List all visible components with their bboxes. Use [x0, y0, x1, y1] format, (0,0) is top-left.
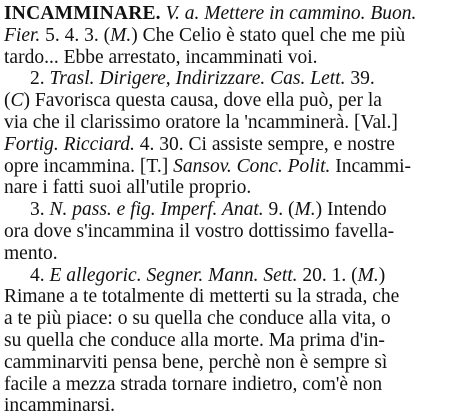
entry-line: [4, 111, 398, 134]
roman-text: 3.: [30, 199, 50, 221]
headword: INCAMMINARE.: [4, 3, 161, 24]
italic-text: N. pass. e fig. Imperf. Anat.: [49, 199, 264, 221]
roman-text: nare i fatti suoi all'utile proprio.: [4, 177, 252, 199]
entry-line: [4, 133, 395, 156]
entry-line: [4, 242, 58, 265]
entry-line: [30, 67, 375, 90]
roman-text: ) Intendo: [315, 199, 387, 221]
italic-text: Sansov. Conc. Polit.: [173, 155, 331, 177]
entry-line: [4, 329, 385, 352]
roman-text: a te più piace: o su quella che conduce alla vita, o: [4, 308, 391, 330]
roman-text: ) Che Celio è stato quel che me più: [131, 24, 406, 46]
italic-text: Fortig. Ricciard.: [4, 133, 135, 155]
entry-line: [4, 46, 318, 69]
entry-line: [4, 2, 416, 25]
roman-text: (: [4, 90, 11, 112]
entry-line: [4, 24, 405, 47]
roman-text: 4. 30. Ci assiste sempre, e nostre: [134, 133, 395, 155]
roman-text: 9. (: [263, 199, 295, 221]
entry-line: [30, 264, 385, 287]
roman-text: opre incammina. [T.]: [4, 155, 174, 177]
entry-line: [4, 307, 391, 330]
italic-text: E allegoric. Segner. Mann. Sett.: [49, 264, 298, 286]
roman-text: 4.: [30, 264, 50, 286]
entry-line: [4, 176, 251, 199]
entry-line: [4, 373, 382, 396]
roman-text: incamminarsi.: [4, 395, 116, 417]
entry-line: [4, 155, 411, 178]
roman-text: camminarviti pensa bene, perchè non è sempre sì: [4, 351, 388, 373]
roman-text: facile a mezza strada tornare indietro, com'è non: [4, 373, 383, 395]
italic-text: M.: [357, 264, 379, 286]
roman-text: tardo... Ebbe arrestato, incamminati voi.: [4, 46, 318, 68]
entry-line: [4, 89, 382, 112]
roman-text: ora dove s'incammina il vostro dottissimo favella-: [4, 221, 395, 242]
roman-text: 2.: [30, 68, 50, 90]
roman-text: mento.: [4, 242, 58, 264]
italic-text: Fier.: [4, 24, 41, 46]
entry-line: [30, 198, 387, 221]
roman-text: Incammi-: [330, 155, 412, 177]
italic-text: Trasl. Dirigere, Indirizzare. Cas. Lett.: [49, 68, 346, 90]
roman-text: 39.: [345, 68, 375, 90]
roman-text: su quella che conduce alla morte. Ma prima d'in-: [4, 330, 385, 351]
italic-text: M.: [110, 24, 132, 46]
roman-text: Rimane a te totalmente di metterti su la strada, che: [4, 286, 400, 308]
entry-line: [4, 351, 387, 374]
roman-text: ): [378, 264, 386, 286]
entry-line: [4, 220, 394, 243]
roman-text: 5. 4. 3. (: [40, 24, 111, 46]
roman-text: ) Favorisca questa causa, dove ella può, per la: [23, 90, 382, 112]
roman-text: 20. 1. (: [297, 264, 358, 286]
entry-line: [4, 285, 399, 308]
italic-text: C: [10, 90, 24, 112]
roman-text: via che il clarissimo oratore la 'ncamminerà. [Val.]: [4, 112, 398, 133]
italic-text: V. a. Mettere in cammino. Buon.: [160, 3, 417, 24]
italic-text: M.: [294, 199, 316, 221]
